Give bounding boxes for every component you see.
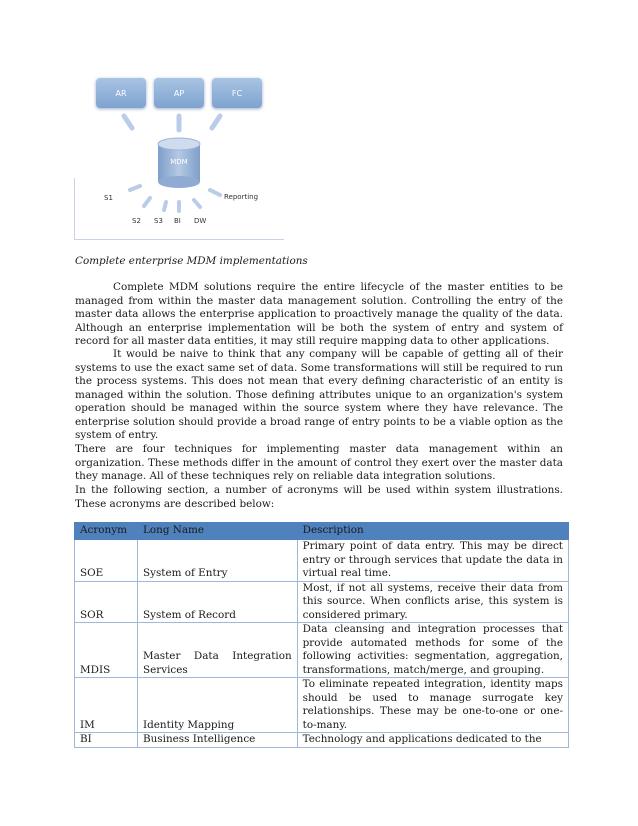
long-name-cell: System of Entry (137, 540, 297, 582)
description-cell: Most, if not all systems, receive their data from this source. When conflicts arise, this system is considered primary. (297, 581, 568, 623)
table-row (75, 733, 569, 748)
acronym-cell: SOR (75, 581, 138, 623)
table-row (75, 581, 569, 623)
header-description: Description (297, 523, 568, 540)
table-row (75, 678, 569, 733)
description-cell: To eliminate repeated integration, identity maps should be used to manage surrogate key relationships. These may be one-to-one or one-to-many. (297, 678, 568, 733)
paragraph-4: In the following section, a number of acronyms will be used within system illustrations. These acronyms are described below: (75, 484, 563, 510)
ar-box: AR (96, 78, 146, 108)
long-name-cell: Business Intelligence (137, 733, 297, 748)
mdm-cylinder-bottom (158, 176, 200, 188)
description-cell: Primary point of data entry. This may be direct entry or through services that update the data in virtual real time. (297, 540, 568, 582)
fc-box: FC (212, 78, 262, 108)
paragraph-1: Complete MDM solutions require the entire lifecycle of the master entities to be managed from within the master data management solution. Controlling the entry of the master data allows the enterprise application to proactively manage the quality of the data. Although an enterprise implementation will be both the system of entry and system of record for all master data entities, it may still require mapping data to other applications. (75, 281, 563, 347)
diagram-border-bottom (74, 239, 284, 240)
header-long-name: Long Name (137, 523, 297, 540)
dw-label: DW (194, 217, 207, 225)
acronym-cell: MDIS (75, 623, 138, 678)
diagram-border-left (74, 178, 75, 240)
spoke-reporting (210, 190, 220, 195)
acronym-cell: SOE (75, 540, 138, 582)
description-cell: Data cleansing and integration processes that provide automated methods for some of the following activities: segmentation, aggregation, transformations, match/merge, and grouping. (297, 623, 568, 678)
arrow-ar (124, 116, 132, 128)
header-acronym: Acronym (75, 523, 138, 540)
paragraph-2: It would be naive to think that any company will be capable of getting all of their systems to use the exact same set of data. Some transformations will still be required to run the process systems. This does not mean that every defining characteristic of an entity is managed within the solution. Those defining attributes unique to an organization's system operation should be managed within the source system where they have relevance. The enterprise solution should provide a broad range of entry points to be a viable option as the system of entry. (75, 348, 563, 441)
long-name-cell: Identity Mapping (137, 678, 297, 733)
figure-caption: Complete enterprise MDM implementations (75, 255, 308, 267)
mdm-label: MDM (170, 158, 188, 166)
table-row (75, 540, 569, 582)
acronym-cell: IM (75, 678, 138, 733)
ap-box: AP (154, 78, 204, 108)
acronym-cell: BI (75, 733, 138, 748)
s3-label: S3 (154, 217, 163, 225)
s1-label: S1 (104, 194, 113, 202)
table-row (75, 623, 569, 678)
arrow-fc (212, 116, 220, 128)
spoke-s3 (164, 202, 166, 210)
s2-label: S2 (132, 217, 141, 225)
spoke-s1 (130, 186, 140, 190)
mdm-diagram (74, 74, 284, 240)
long-name-cell: System of Record (137, 581, 297, 623)
diagram-graphics (74, 74, 284, 240)
description-cell: Technology and applications dedicated to the (297, 733, 568, 748)
table-header-row (75, 523, 569, 540)
acronym-table (74, 522, 569, 748)
bi-label: BI (174, 217, 181, 225)
paragraph-3: There are four techniques for implementing master data management within an organization. These methods differ in the amount of control they exert over the master data they manage. All of these techniques rely on reliable data integration solutions. (75, 443, 563, 482)
reporting-label: Reporting (224, 193, 259, 201)
spoke-s2 (144, 198, 150, 206)
long-name-cell: Master Data Integration Services (137, 623, 297, 678)
spoke-dw (194, 200, 200, 207)
mdm-cylinder-top (158, 138, 200, 150)
